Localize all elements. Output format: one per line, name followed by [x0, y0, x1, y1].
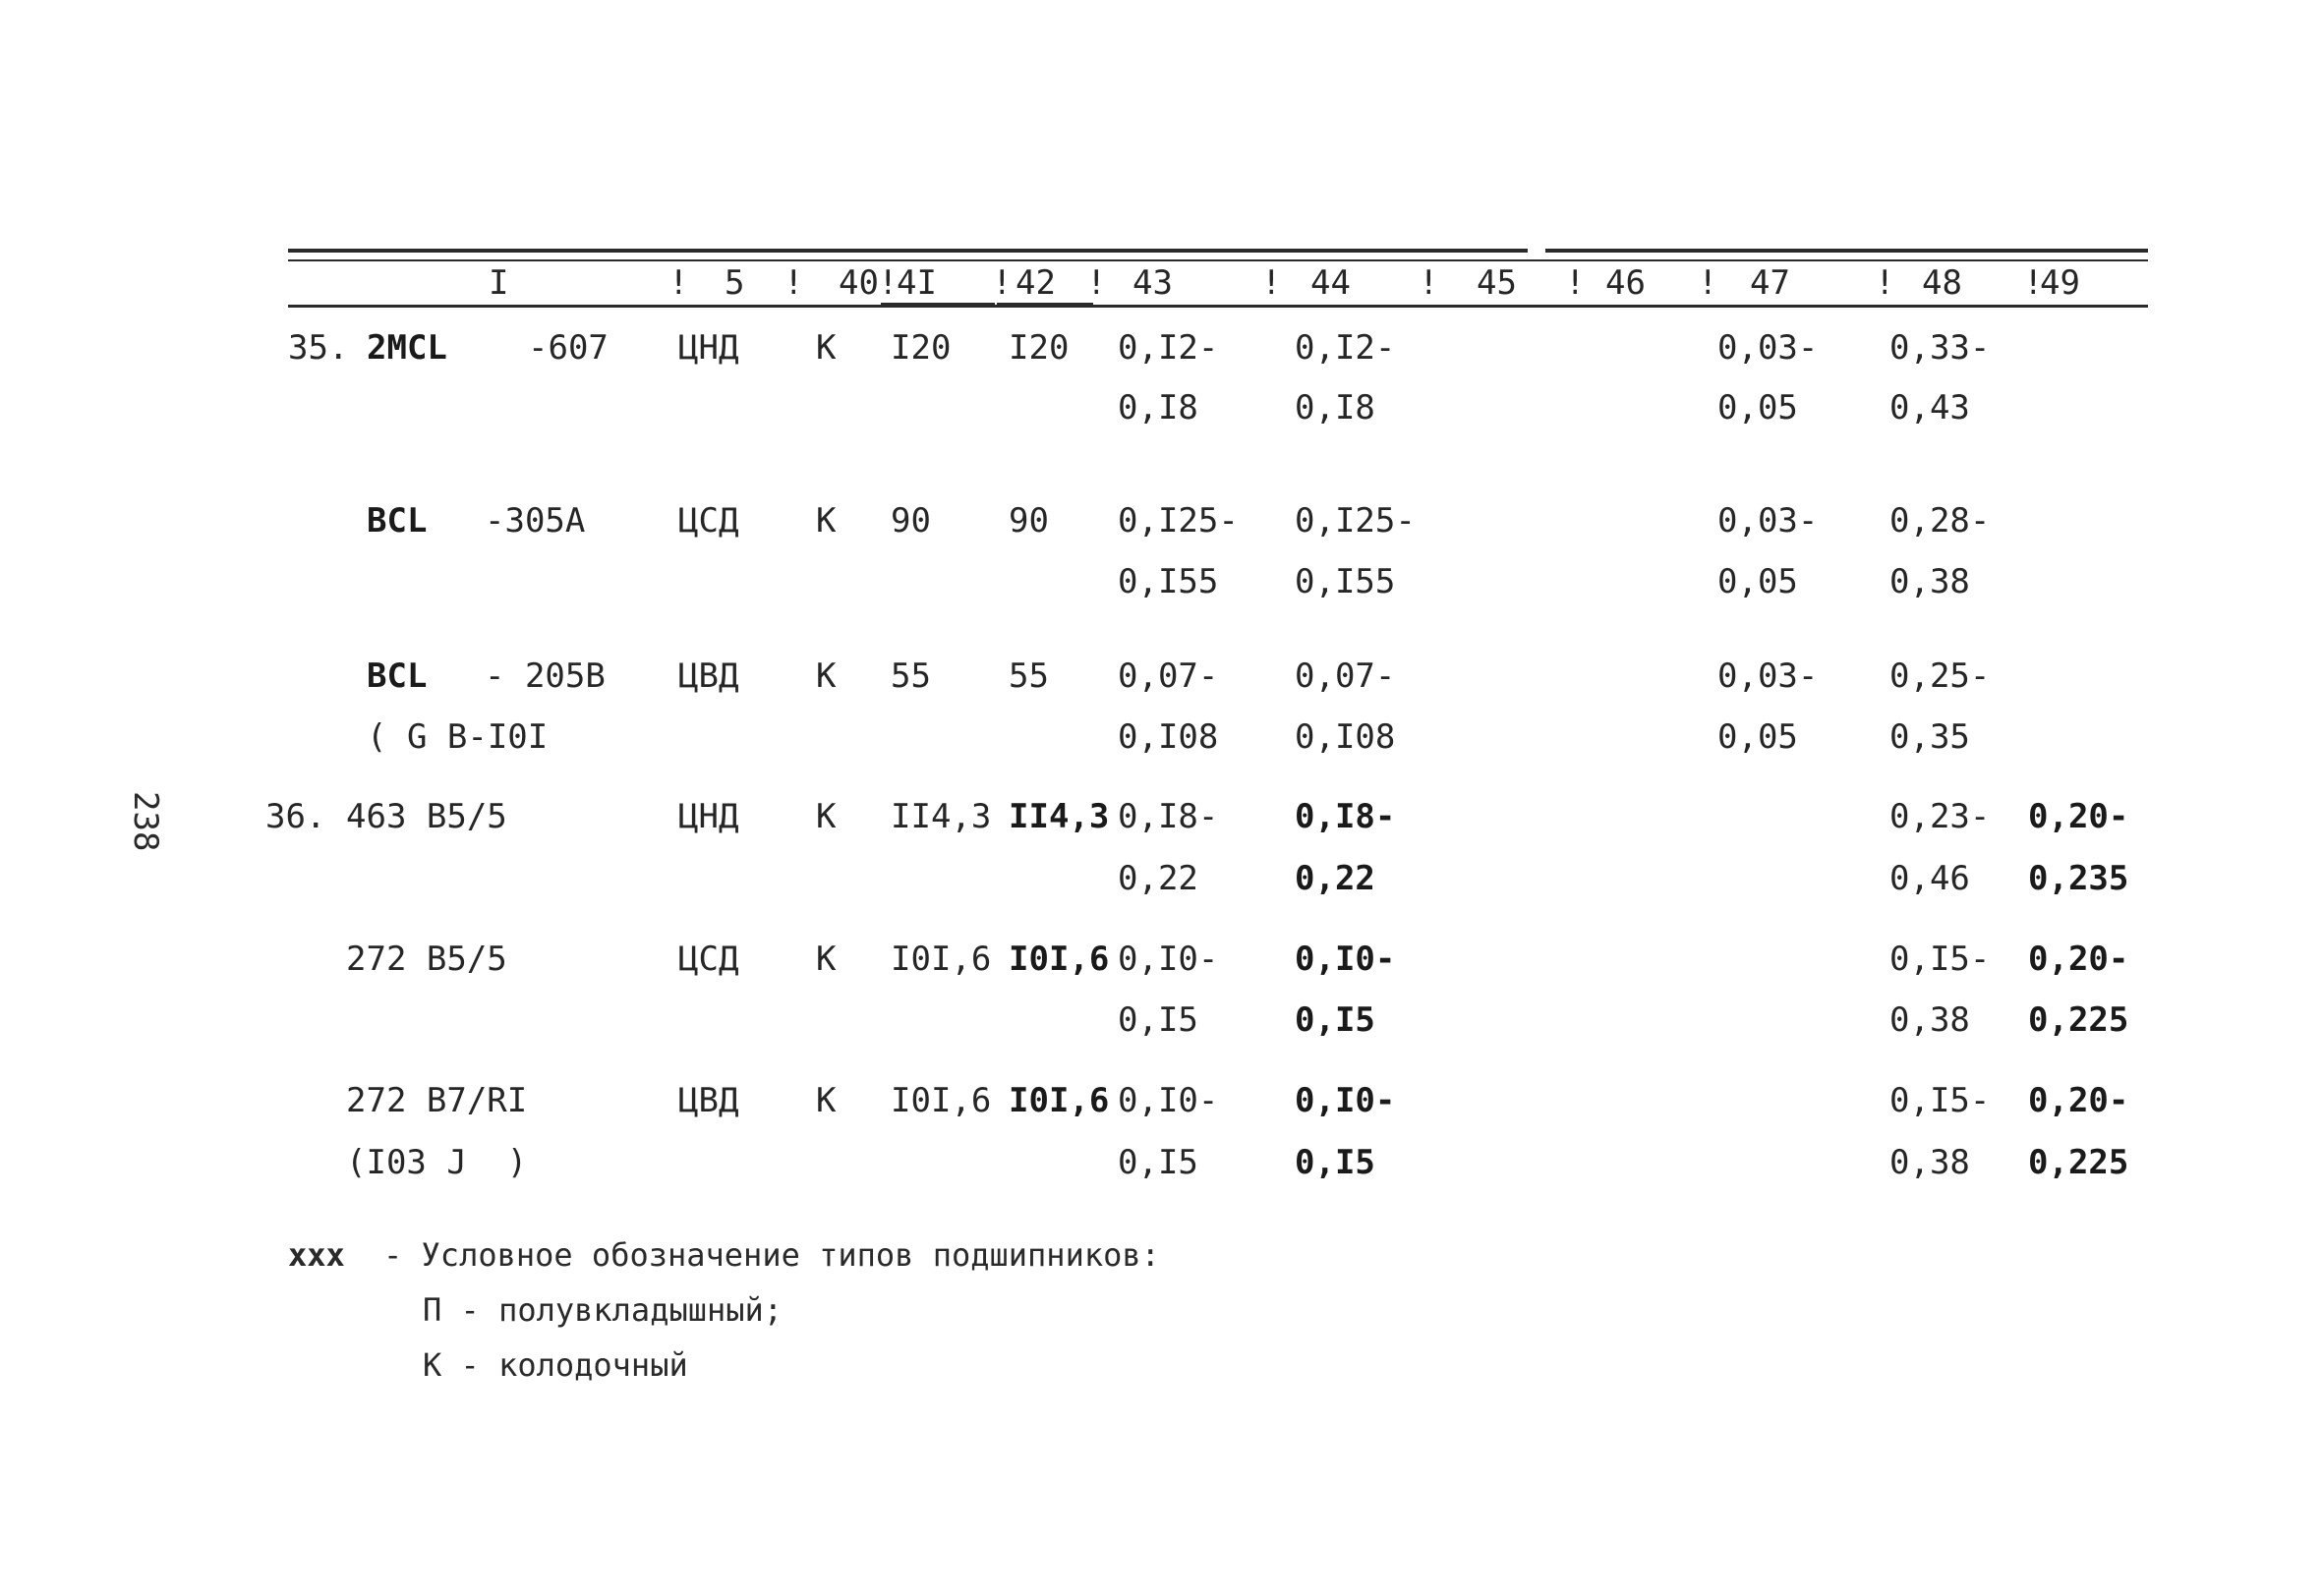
cell-col-42: I0I,6	[1009, 1081, 1110, 1120]
table-top-rule	[288, 249, 1528, 253]
cell-col-43: 0,I5	[1118, 1000, 1198, 1040]
cell-col-44: 0,I5	[1295, 1143, 1375, 1182]
row-number: 36.	[265, 797, 326, 836]
cell-col-5: ЦНД	[678, 797, 739, 836]
cell-col-44: 0,22	[1295, 859, 1375, 898]
cell-col-47: 0,03-	[1717, 328, 1819, 368]
cell-col-48: 0,43	[1889, 388, 1970, 428]
cell-col-48: 0,I5-	[1889, 940, 1991, 979]
cell-col-44: 0,I25-	[1295, 501, 1416, 541]
cell-col-40: К	[816, 797, 837, 836]
cell-col-43: 0,I8	[1118, 388, 1198, 428]
page-number: 238	[126, 791, 165, 852]
cell-col-47: 0,05	[1717, 388, 1798, 428]
cell-col-42: 90	[1009, 501, 1049, 541]
cell-col-44: 0,I2-	[1295, 328, 1396, 368]
cell-col-43: 0,I0-	[1118, 940, 1219, 979]
header-sep: !	[1086, 263, 1107, 303]
turbine-subname: ( G B-I0I	[367, 717, 549, 757]
cell-col-49: 0,20-	[2028, 1081, 2129, 1120]
header-col-46: 46	[1605, 263, 1646, 303]
cell-col-48: 0,I5-	[1889, 1081, 1991, 1120]
turbine-name: 463 B5/5	[346, 797, 507, 836]
turbine-suffix: -607	[528, 328, 609, 368]
cell-col-44: 0,07-	[1295, 656, 1396, 696]
cell-col-48: 0,23-	[1889, 797, 1991, 836]
cell-col-43: 0,I08	[1118, 717, 1219, 757]
cell-col-5: ЦНД	[678, 328, 739, 368]
cell-col-43: 0,I5	[1118, 1143, 1198, 1182]
header-sep: !	[668, 263, 689, 303]
cell-col-41: 55	[891, 656, 931, 696]
header-col-48: 48	[1922, 263, 1962, 303]
turbine-name: 2MCL	[367, 328, 447, 368]
header-sep: !	[878, 263, 899, 303]
cell-col-41: I0I,6	[891, 1081, 992, 1120]
cell-col-49: 0,225	[2028, 1000, 2129, 1040]
cell-col-5: ЦВД	[678, 656, 739, 696]
cell-col-48: 0,38	[1889, 1143, 1970, 1182]
cell-col-44: 0,I0-	[1295, 1081, 1396, 1120]
header-col-41: 4I	[897, 263, 937, 303]
header-col-40: 40	[839, 263, 879, 303]
cell-col-49: 0,225	[2028, 1143, 2129, 1182]
header-sep: !	[992, 263, 1013, 303]
cell-col-48: 0,25-	[1889, 656, 1991, 696]
cell-col-48: 0,46	[1889, 859, 1970, 898]
header-col-49: 49	[2040, 263, 2080, 303]
turbine-name: 272 B5/5	[346, 940, 507, 979]
header-col-47: 47	[1750, 263, 1790, 303]
cell-col-44: 0,I8-	[1295, 797, 1396, 836]
footnote-line: - Условное обозначение типов подшипников:	[383, 1236, 1160, 1274]
cell-col-44: 0,I08	[1295, 717, 1396, 757]
cell-col-40: К	[816, 656, 837, 696]
header-col-45: 45	[1477, 263, 1517, 303]
header-sep: !	[1261, 263, 1282, 303]
cell-col-43: 0,I8-	[1118, 797, 1219, 836]
header-sep: !	[1565, 263, 1586, 303]
cell-col-43: 0,07-	[1118, 656, 1219, 696]
cell-col-43: 0,I25-	[1118, 501, 1239, 541]
footnote-marker: xxx	[288, 1236, 345, 1274]
cell-col-40: К	[816, 940, 837, 979]
header-sep: !	[1698, 263, 1718, 303]
table-header-upper-rule	[288, 259, 2148, 261]
header-sep: !	[784, 263, 804, 303]
cell-col-42: II4,3	[1009, 797, 1110, 836]
header-col-42: 42	[1016, 263, 1056, 303]
header-col-5: 5	[725, 263, 745, 303]
header-col-1: I	[489, 263, 509, 303]
turbine-suffix: -305A	[485, 501, 586, 541]
cell-col-48: 0,38	[1889, 562, 1970, 601]
cell-col-43: 0,I55	[1118, 562, 1219, 601]
header-col-43: 43	[1132, 263, 1173, 303]
cell-col-47: 0,03-	[1717, 501, 1819, 541]
cell-col-44: 0,I0-	[1295, 940, 1396, 979]
cell-col-42: 55	[1009, 656, 1049, 696]
turbine-name: 272 B7/RI	[346, 1081, 528, 1120]
turbine-subname: (I03 J )	[346, 1143, 528, 1182]
turbine-suffix: - 205B	[485, 656, 606, 696]
cell-col-43: 0,I0-	[1118, 1081, 1219, 1120]
cell-col-44: 0,I5	[1295, 1000, 1375, 1040]
cell-col-48: 0,33-	[1889, 328, 1991, 368]
turbine-name: BCL	[367, 501, 428, 541]
row-number: 35.	[288, 328, 349, 368]
cell-col-43: 0,22	[1118, 859, 1198, 898]
header-sep: !	[1419, 263, 1439, 303]
cell-col-40: К	[816, 328, 837, 368]
cell-col-48: 0,28-	[1889, 501, 1991, 541]
footnote-line: П - полувкладышный;	[423, 1291, 784, 1329]
cell-col-40: К	[816, 1081, 837, 1120]
cell-col-5: ЦСД	[678, 940, 739, 979]
cell-col-47: 0,03-	[1717, 656, 1819, 696]
cell-col-42: I0I,6	[1009, 940, 1110, 979]
cell-col-41: I0I,6	[891, 940, 992, 979]
header-col-44: 44	[1310, 263, 1351, 303]
cell-col-41: I20	[891, 328, 952, 368]
footnote-line: К - колодочный	[423, 1346, 688, 1384]
table-header-lower-rule	[288, 305, 2148, 308]
cell-col-40: К	[816, 501, 837, 541]
cell-col-44: 0,I8	[1295, 388, 1375, 428]
turbine-name: BCL	[367, 656, 428, 696]
cell-col-48: 0,35	[1889, 717, 1970, 757]
cell-col-41: 90	[891, 501, 931, 541]
cell-col-44: 0,I55	[1295, 562, 1396, 601]
cell-col-43: 0,I2-	[1118, 328, 1219, 368]
cell-col-49: 0,20-	[2028, 797, 2129, 836]
cell-col-47: 0,05	[1717, 717, 1798, 757]
header-sep: !	[1875, 263, 1895, 303]
cell-col-5: ЦВД	[678, 1081, 739, 1120]
cell-col-47: 0,05	[1717, 562, 1798, 601]
cell-col-49: 0,235	[2028, 859, 2129, 898]
cell-col-42: I20	[1009, 328, 1070, 368]
cell-col-49: 0,20-	[2028, 940, 2129, 979]
cell-col-48: 0,38	[1889, 1000, 1970, 1040]
table-top-rule-right	[1545, 249, 2148, 253]
header-sep: !	[2023, 263, 2044, 303]
cell-col-5: ЦСД	[678, 501, 739, 541]
cell-col-41: II4,3	[891, 797, 992, 836]
